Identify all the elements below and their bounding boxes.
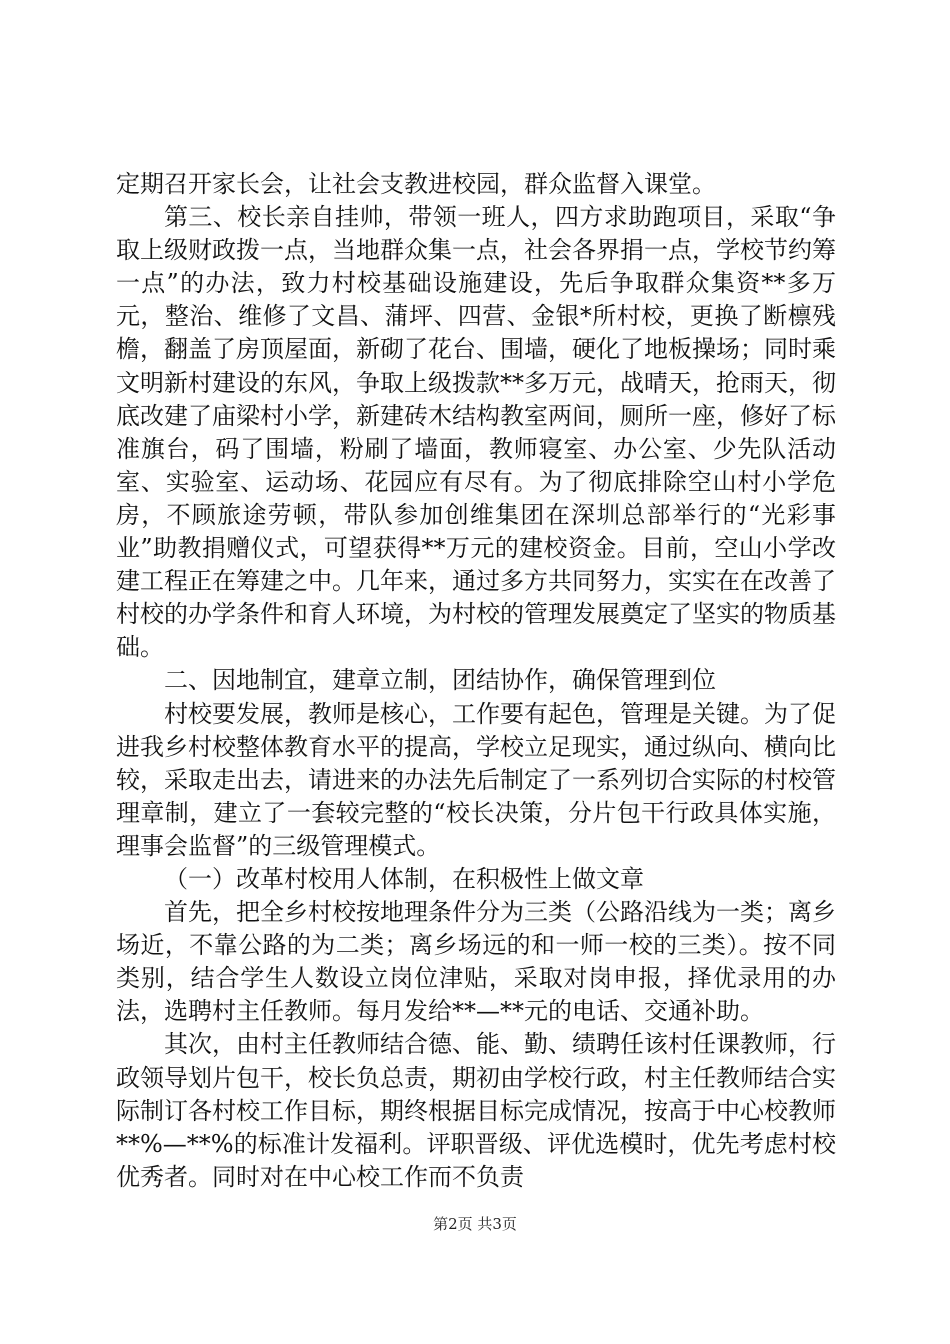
paragraph-management: 村校要发展，教师是核心，工作要有起色，管理是关键。为了促进我乡村校整体教育水平的提高，学校立足现实，通过纵向、横向比较，采取走出去，请进来的办法先后制定了一系列切合实际的村校管理章制，建立了一套较完整的“校长决策，分片包干行政具体实施，理事会监督”的三级管理模式。 — [116, 699, 836, 860]
paragraph-third-point: 第三、校长亲自挂帅，带领一班人，四方求助跑项目，采取“争取上级财政拨一点，当地群众集一点，社会各界捐一点，学校节约筹一点”的办法，致力村校基础设施建设，先后争取群众集资**多万元，整治、维修了文昌、蒲坪、四营、金银*所村校，更换了断檩残檐，翻盖了房顶屋面，新砌了花台、围墙，硬化了地板操场；同时乘文明新村建设的东风，争取上级拨款**多万元，战晴天，抢雨天，彻底改建了庙梁村小学，新建砖木结构教室两间，厕所一座，修好了标准旗台，码了围墙，粉刷了墙面，教师寝室、办公室、少先队活动室、实验室、运动场、花园应有尽有。为了彻底排除空山村小学危房，不顾旅途劳顿，带队参加创维集团在深圳总部举行的“光彩事业”助教捐赠仪式，可望获得**万元的建校资金。目前，空山小学改建工程正在筹建之中。几年来，通过多方共同努力，实实在在改善了村校的办学条件和育人环境，为村校的管理发展奠定了坚实的物质基础。 — [116, 203, 836, 662]
section-heading-two: 二、因地制宜，建章立制，团结协作，确保管理到位 — [164, 666, 716, 695]
paragraph-first: 首先，把全乡村校按地理条件分为三类（公路沿线为一类；离乡场近，不靠公路的为二类；离乡场远的和一师一校的三类）。按不同类别，结合学生人数设立岗位津贴，采取对岗申报，择优录用的办法，选聘村主任教师。每月发给**—**元的电话、交通补助。 — [116, 898, 836, 1026]
paragraph-second: 其次，由村主任教师结合德、能、勤、绩聘任该村任课教师，行政领导划片包干，校长负总责，期初由学校行政，村主任教师结合实际制订各村校工作目标，期终根据目标完成情况，按高于中心校教师**%—**%的标准计发福利。评职晋级、评优选模时，优先考虑村校优秀者。同时对在中心校工作而不负责 — [116, 1030, 836, 1191]
paragraph-continuation: 定期召开家长会，让社会支教进校园，群众监督入课堂。 — [116, 170, 716, 198]
document-body — [116, 168, 836, 1194]
subsection-heading-one: （一）改革村校用人体制，在积极性上做文章 — [164, 864, 644, 893]
page-number-footer: 第2页 共3页 — [433, 1215, 517, 1233]
